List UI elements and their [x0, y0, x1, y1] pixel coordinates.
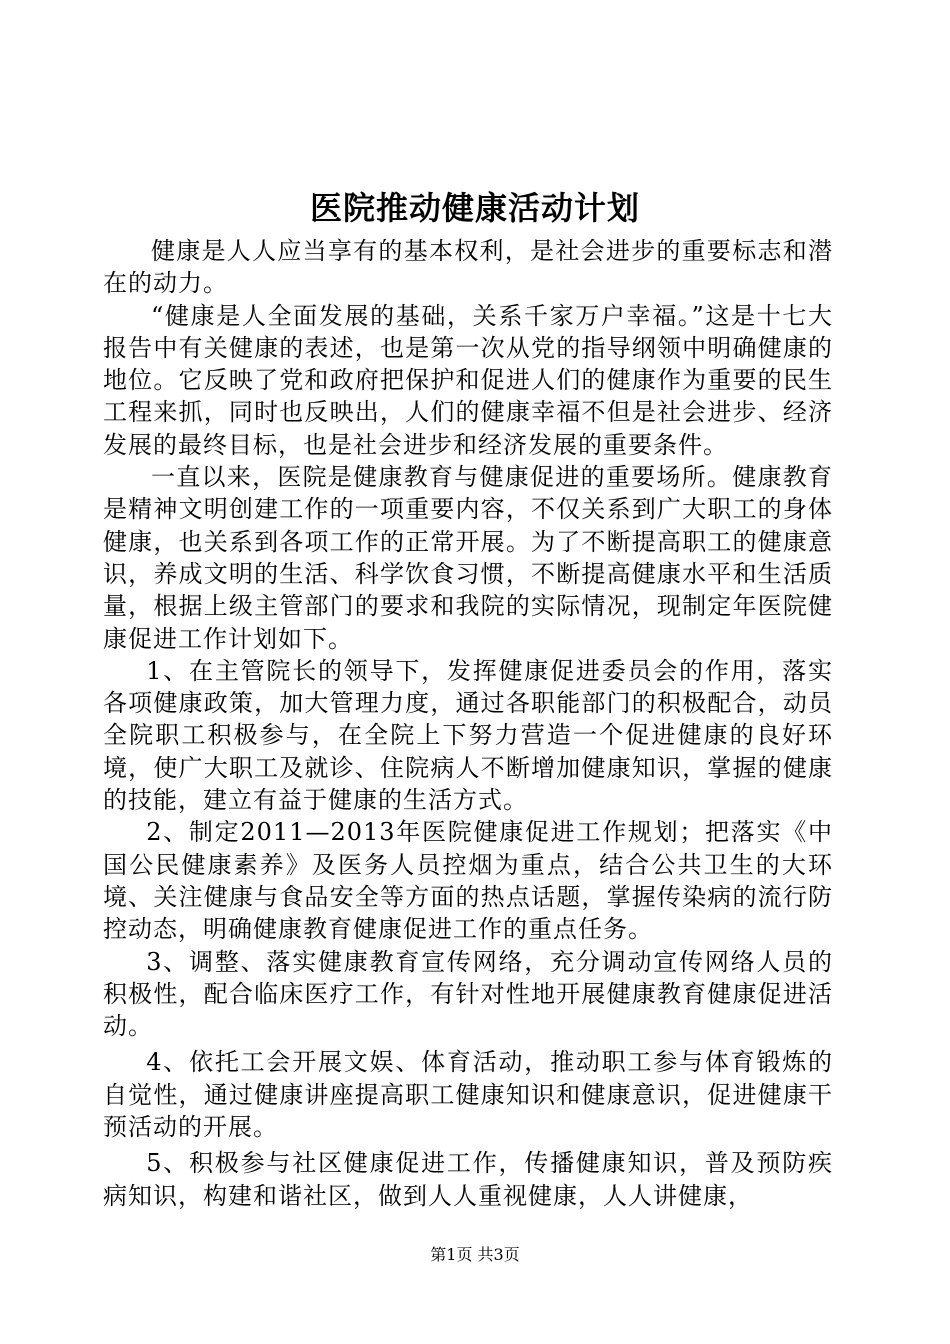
paragraph-item-3: 3、调整、落实健康教育宣传网络，充分调动宣传网络人员的积极性，配合临床医疗工作，有针对性地开展健康教育健康促进活动。	[103, 947, 833, 1041]
document-body	[103, 235, 833, 1212]
paragraph-background: 一直以来，医院是健康教育与健康促进的重要场所。健康教育是精神文明创建工作的一项重要内容，不仅关系到广大职工的身体健康，也关系到各项工作的正常开展。为了不断提高职工的健康意识，养成文明的生活、科学饮食习惯，不断提高健康水平和生活质量，根据上级主管部门的要求和我院的实际情况，现制定年医院健康促进工作计划如下。	[103, 463, 833, 653]
paragraph-item-5: 5、积极参与社区健康促进工作，传播健康知识，普及预防疾病知识，构建和谐社区，做到人人重视健康，人人讲健康，	[103, 1149, 833, 1210]
page-number-footer: 第1页 共3页	[430, 1245, 520, 1264]
paragraph-item-2: 2、制定2011—2013年医院健康促进工作规划；把落实《中国公民健康素养》及医务人员控烟为重点，结合公共卫生的大环境、关注健康与食品安全等方面的热点话题，掌握传染病的流行防控动态，明确健康教育健康促进工作的重点任务。	[103, 818, 833, 944]
paragraph-item-1: 1、在主管院长的领导下，发挥健康促进委员会的作用，落实各项健康政策，加大管理力度，通过各职能部门的积极配合，动员全院职工积极参与，在全院上下努力营造一个促进健康的良好环境，使广大职工及就诊、住院病人不断增加健康知识，掌握的健康的技能，建立有益于健康的生活方式。	[103, 656, 833, 815]
document-title: 医院推动健康活动计划	[309, 189, 640, 227]
paragraph-quote: “健康是人全面发展的基础，关系千家万户幸福。”这是十七大报告中有关健康的表述，也是第一次从党的指导纲领中明确健康的地位。它反映了党和政府把保护和促进人们的健康作为重要的民生工程来抓，同时也反映出，人们的健康幸福不但是社会进步、经济发展的最终目标，也是社会进步和经济发展的重要条件。	[103, 301, 833, 459]
paragraph-item-4: 4、依托工会开展文娱、体育活动，推动职工参与体育锻炼的自觉性，通过健康讲座提高职工健康知识和健康意识，促进健康干预活动的开展。	[103, 1048, 833, 1142]
paragraph-intro: 健康是人人应当享有的基本权利，是社会进步的重要标志和潜在的动力。	[103, 237, 833, 298]
